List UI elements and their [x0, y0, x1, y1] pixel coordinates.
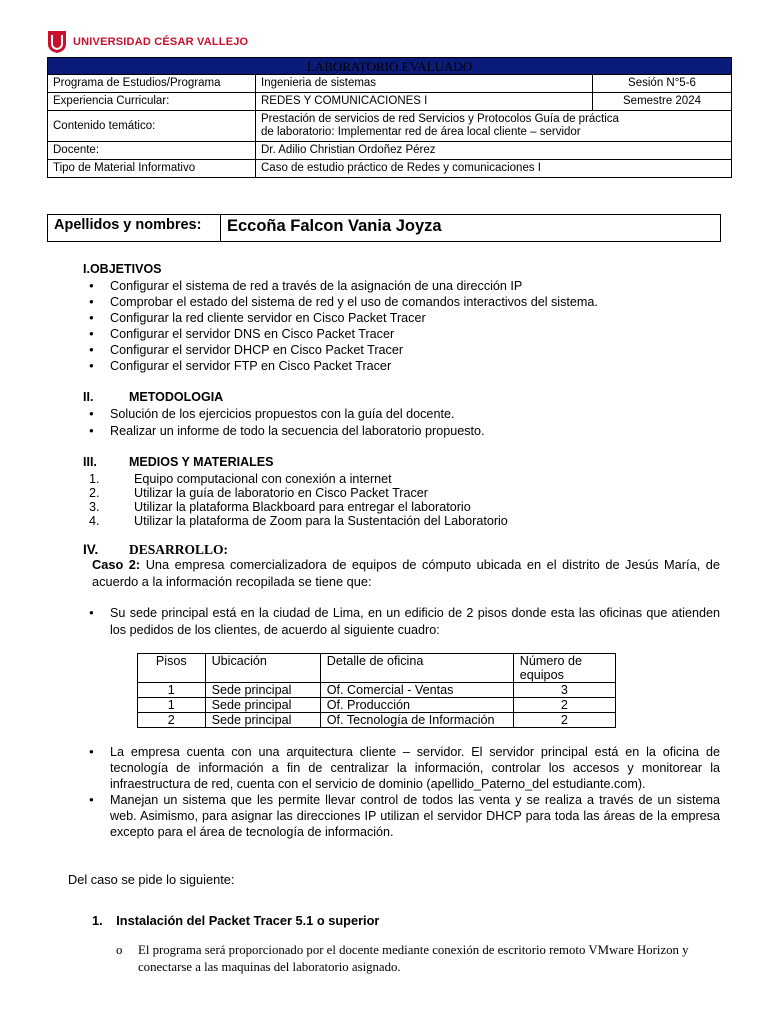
table-row — [48, 142, 732, 160]
section-metodologia-heading — [83, 390, 224, 404]
section-title: METODOLOGIA — [129, 390, 224, 404]
table-row — [48, 160, 732, 178]
objetivos-list — [84, 278, 724, 374]
row-label: Contenido temático: — [48, 111, 256, 142]
sub-bullet-marker: o — [116, 943, 123, 957]
section-medios-heading — [83, 455, 274, 469]
list-item: ● Solución de los ejercicios propuestos con la guía del docente. — [84, 406, 724, 422]
university-name: UNIVERSIDAD CÉSAR VALLEJO — [73, 36, 249, 48]
row-value: Dr. Adilio Christian Ordoñez Pérez — [256, 142, 732, 160]
row-label: Docente: — [48, 142, 256, 160]
student-label: Apellidos y nombres: — [48, 215, 221, 241]
section-number: III. — [83, 455, 97, 469]
row-label: Tipo de Material Informativo — [48, 160, 256, 178]
row-label: Experiencia Curricular: — [48, 93, 256, 111]
table-row: 1 Sede principal Of. Producción 2 — [138, 698, 616, 713]
row-value: Prestación de servicios de red Servicios y Protocolos Guía de práctica de laboratorio: Implementar red de área local cliente – servidor — [256, 111, 732, 142]
university-logo — [47, 30, 248, 54]
list-item: 4. Utilizar la plataforma de Zoom para la Sustentación del Laboratorio — [89, 514, 508, 528]
case-description — [92, 557, 720, 590]
case-text: Una empresa comercializadora de equipos de cómputo ubicada en el distrito de Jesús María, de acuerdo a la información recopilada se tiene que: — [92, 557, 720, 589]
section-title: OBJETIVOS — [89, 262, 162, 276]
step-1-detail: El programa será proporcionado por el docente mediante conexión de escritorio remoto VMware Horizon y conectarse a las maquinas del laboratorio asignado. — [138, 943, 689, 974]
col-header: Pisos — [138, 654, 206, 683]
request-intro: Del caso se pide lo siguiente: — [68, 872, 235, 887]
step-1-heading — [92, 913, 379, 928]
section-desarrollo-heading — [83, 542, 229, 558]
section-objetivos-heading — [83, 262, 162, 276]
list-item: ● Configurar el servidor DHCP en Cisco Packet Tracer — [84, 342, 724, 358]
section-number: II. — [83, 390, 94, 404]
case-bullets-2 — [84, 744, 720, 840]
step-title: Instalación del Packet Tracer 5.1 o superior — [116, 913, 380, 928]
metodologia-list — [84, 406, 724, 439]
list-item: ● Realizar un informe de todo la secuencia del laboratorio propuesto. — [84, 423, 724, 439]
table-row — [48, 111, 732, 142]
section-number: IV. — [83, 542, 99, 557]
offices-table — [137, 653, 616, 728]
row-value: Ingenieria de sistemas — [256, 75, 593, 93]
list-item: 1. Equipo computacional con conexión a internet — [89, 472, 392, 486]
col-header: Detalle de oficina — [320, 654, 513, 683]
list-item: ● Configurar el servidor DNS en Cisco Packet Tracer — [84, 326, 724, 342]
course-info-table — [47, 57, 732, 178]
list-item: ● Su sede principal está en la ciudad de Lima, en un edificio de 2 pisos donde esta las oficinas que atienden los pedidos de los clientes, de acuerdo al siguiente cuadro: — [84, 605, 720, 638]
case-bullet-1 — [84, 605, 720, 638]
list-item: ● Configurar el servidor FTP en Cisco Packet Tracer — [84, 358, 724, 374]
table-row: 1 Sede principal Of. Comercial - Ventas 3 — [138, 683, 616, 698]
student-name: Eccoña Falcon Vania Joyza — [227, 217, 442, 235]
list-item: ● Configurar la red cliente servidor en Cisco Packet Tracer — [84, 310, 724, 326]
table-row — [48, 93, 732, 111]
section-title: MEDIOS Y MATERIALES — [129, 455, 274, 469]
list-item: 3. Utilizar la plataforma Blackboard para entregar el laboratorio — [89, 500, 471, 514]
step-number: 1. — [92, 913, 103, 928]
lab-banner: LABORATORIO EVALUADO — [48, 58, 732, 75]
row-value: Caso de estudio práctico de Redes y comunicaciones I — [256, 160, 732, 178]
col-header: Número de equipos — [513, 654, 615, 683]
row-label: Programa de Estudios/Programa — [48, 75, 256, 93]
col-header: Ubicación — [205, 654, 320, 683]
list-item: ● La empresa cuenta con una arquitectura cliente – servidor. El servidor principal está en la oficina de tecnología de información a fin de centralizar la información, controlar los accesos y monitorear la infraestructura de red, cuenta con el servicio de dominio (apellido_Paterno_del estudiante.com). — [84, 744, 720, 792]
case-label: Caso 2: — [92, 557, 141, 572]
table-row — [48, 75, 732, 93]
list-item: ● Manejan un sistema que les permite llevar control de todos las venta y se realiza a través de un sistema web. Asimismo, para asignar las direcciones IP utilizan el servidor DHCP para toda las áreas de la empresa excepto para el área de tecnología de información. — [84, 792, 720, 840]
list-item: ● Configurar el sistema de red a través de la asignación de una dirección IP — [84, 278, 724, 294]
student-name-box — [47, 214, 721, 242]
section-title: DESARROLLO: — [129, 542, 229, 557]
medios-list — [84, 472, 724, 528]
row-value: REDES Y COMUNICACIONES I — [256, 93, 593, 111]
row-extra: Sesión N°5-6 — [593, 75, 732, 93]
list-item: 2. Utilizar la guía de laboratorio en Cisco Packet Tracer — [89, 486, 428, 500]
shield-logo-icon — [47, 30, 67, 54]
row-extra: Semestre 2024 — [593, 93, 732, 111]
section-number: I. — [83, 262, 90, 276]
table-row: 2 Sede principal Of. Tecnología de Información 2 — [138, 713, 616, 728]
list-item: ● Comprobar el estado del sistema de red y el uso de comandos interactivos del sistema. — [84, 294, 724, 310]
